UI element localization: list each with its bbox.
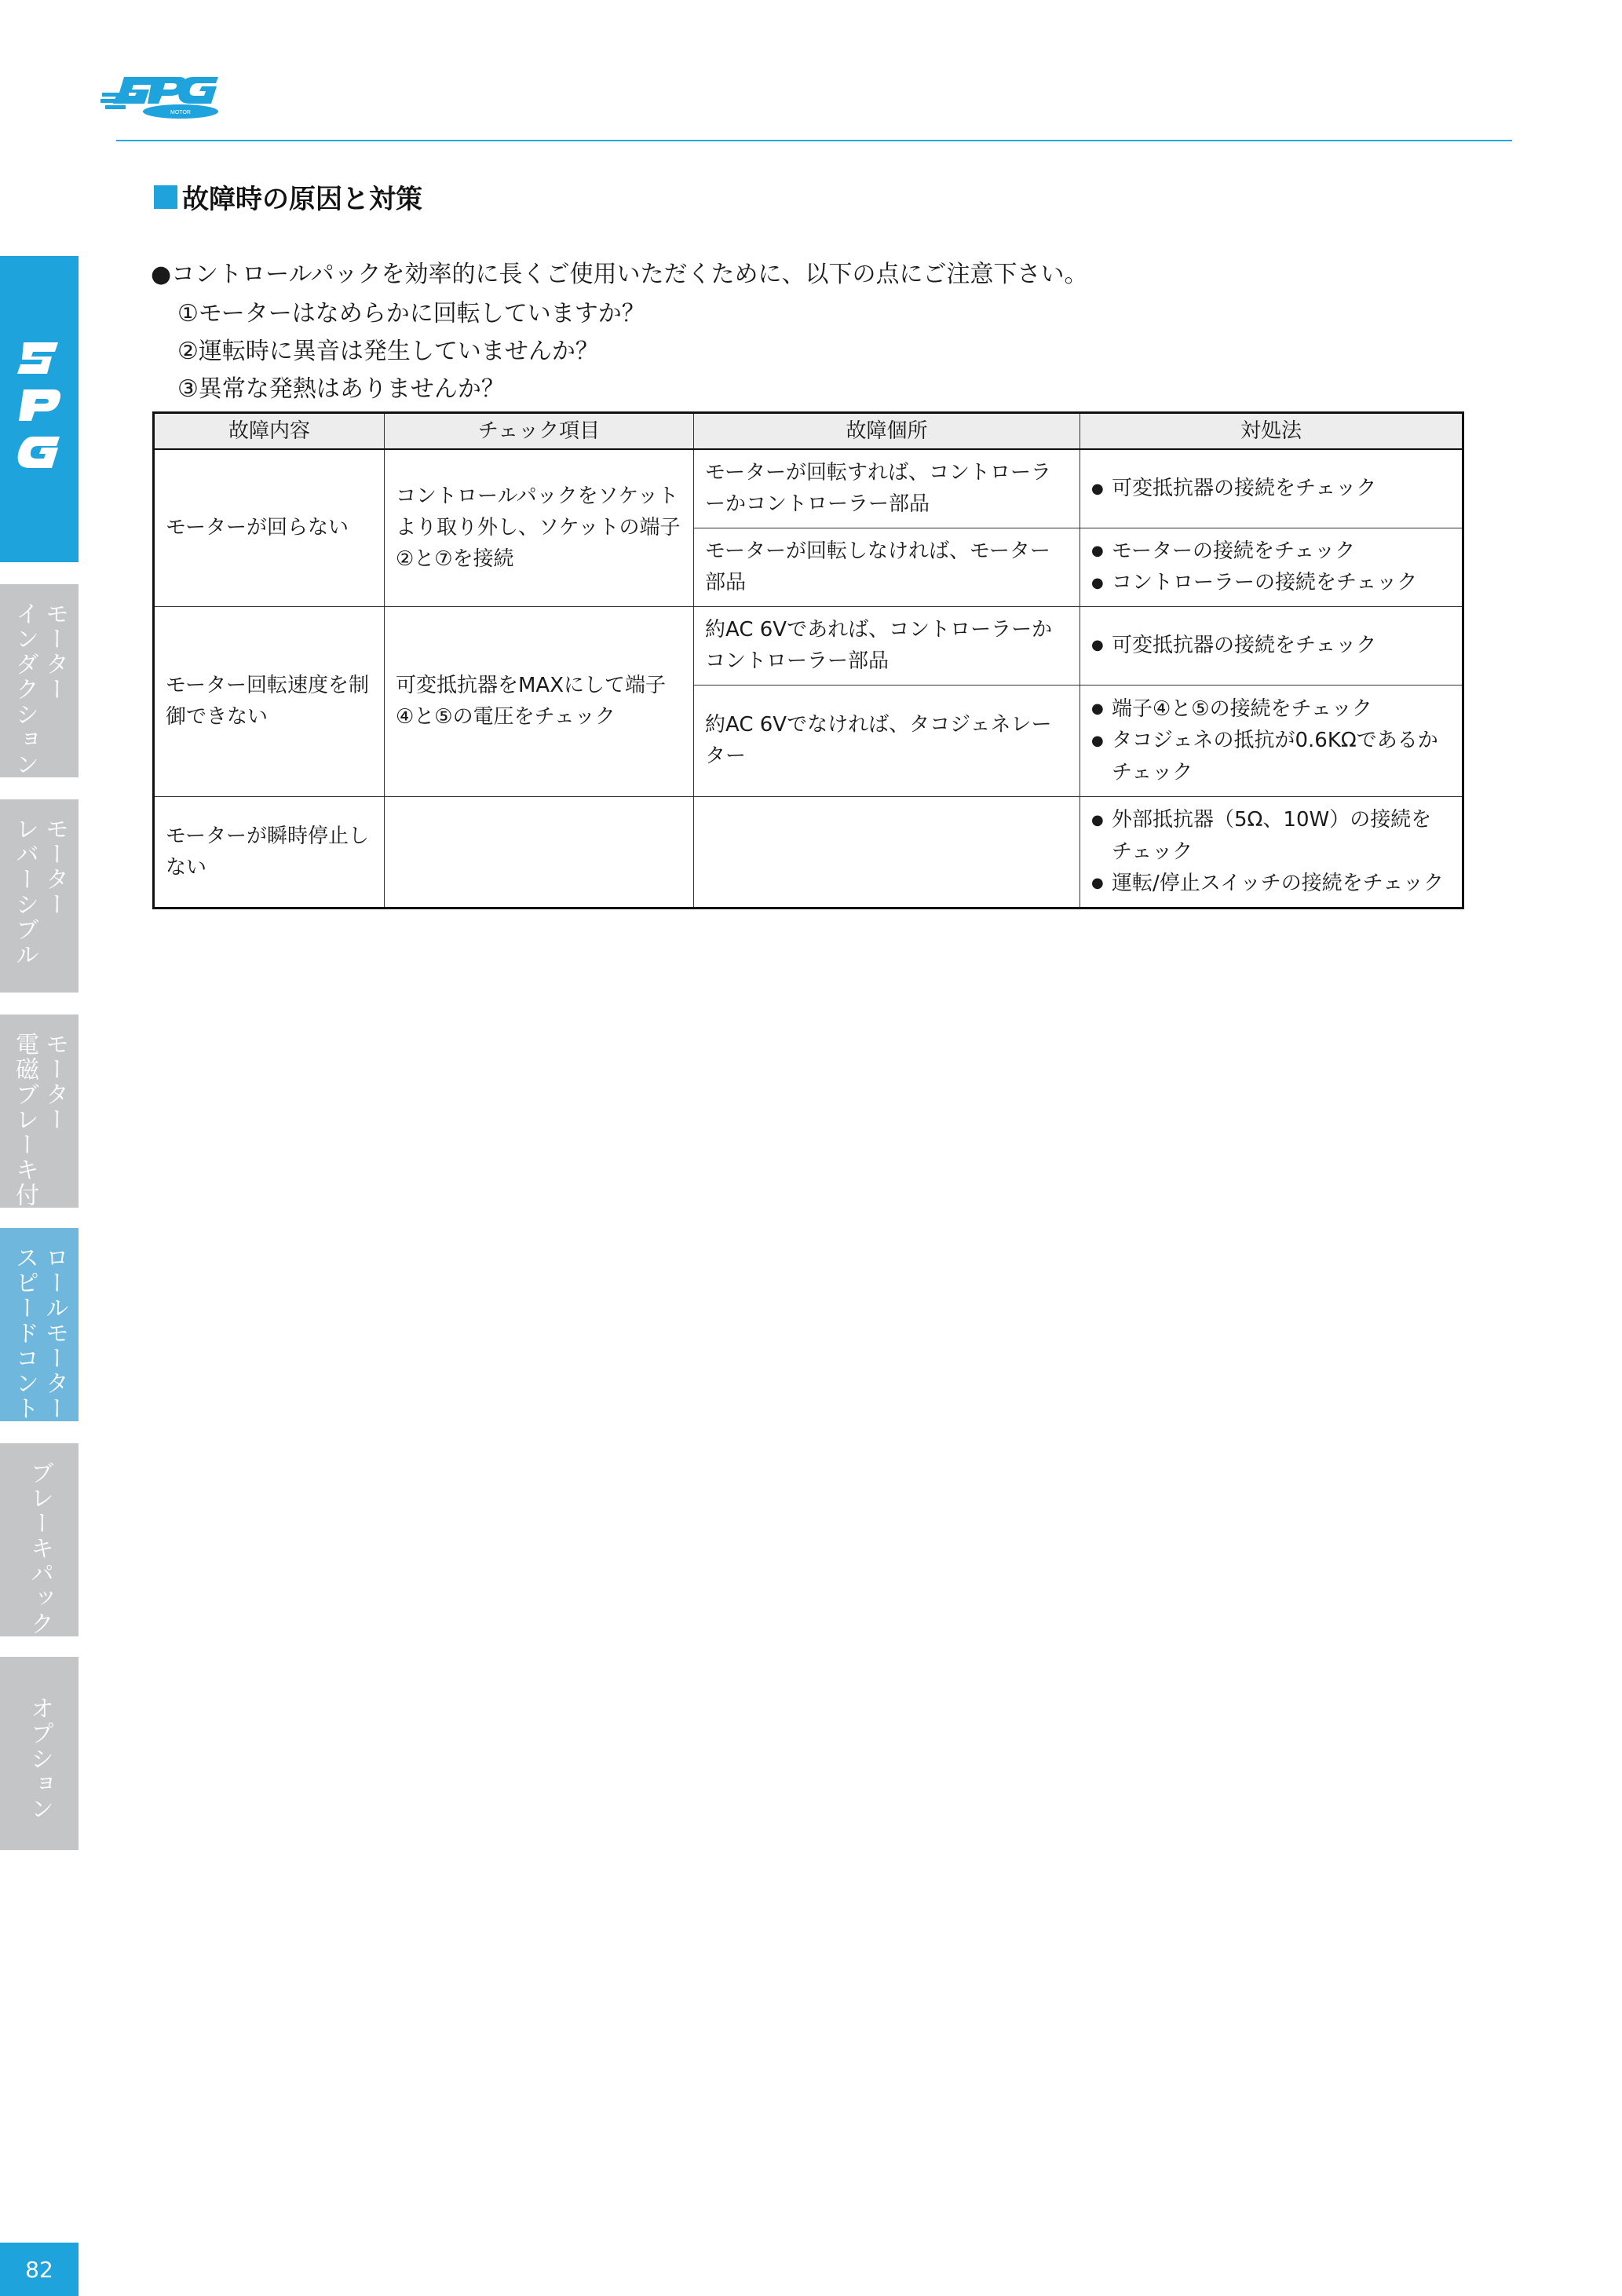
action-item: ● コントローラーの接続をチェック [1091,567,1451,599]
sidebar-tab-brake-pack[interactable] [0,1443,79,1636]
sidebar-tab-label: モーター [41,601,68,702]
check-cell: 可変抵抗器をMAXにして端子④と⑤の電圧をチェック [385,606,694,796]
bullet-icon: ● [151,261,172,288]
sidebar-tab-label: 電磁ブレーキ付 [11,1032,38,1208]
check-list [177,295,645,408]
svg-text:MOTOR: MOTOR [170,110,191,115]
intro-sentence: コントロールパックを効率的に長くご使用いただくために、以下の点にご注意下さい。 [171,261,1088,288]
check-cell: コントロールパックをソケットより取り外し、ソケットの端子②と⑦を接続 [385,449,694,606]
sidebar-tab-speed-control[interactable] [0,1228,79,1421]
action-item: ● 可変抵抗器の接続をチェック [1091,473,1451,505]
symptom-cell: モーターが回らない [154,449,385,606]
location-cell: モーターが回転すれば、コントローラーかコントローラー部品 [694,449,1080,528]
page-number: 82 [0,2243,79,2296]
action-cell [1080,685,1463,796]
location-cell: 約AC 6Vであれば、コントローラーかコントローラー部品 [694,606,1080,685]
spg-vertical-logo [17,342,61,476]
sidebar-tab-label: インダクション [11,601,38,777]
sidebar-tab-label: レバーシブル [11,817,38,967]
action-cell [1080,796,1463,908]
sidebar-tab-label: モーター [41,1032,68,1132]
intro-text [151,256,1088,294]
column-header: 対処法 [1080,413,1463,450]
location-cell: モーターが回転しなければ、モーター部品 [694,528,1080,606]
sidebar-tab-label: ロールモーター [41,1245,68,1421]
action-item: ● 運転/停止スイッチの接続をチェック [1091,868,1451,900]
check-cell [385,796,694,908]
title-square-icon [154,185,177,209]
table-row [154,606,1463,685]
page-title: 故障時の原因と対策 [182,184,422,215]
table-row [154,796,1463,908]
sidebar-tab-label: ブレーキパック [26,1461,53,1636]
action-cell [1080,449,1463,528]
check-item: ③異常な発熱はありませんか？ [177,375,505,403]
sidebar-tab-induction[interactable] [0,584,79,777]
table-header-row [154,413,1463,450]
sidebar-tab-reversible[interactable] [0,799,79,993]
location-cell [694,796,1080,908]
symptom-cell: モーターが瞬時停止しない [154,796,385,908]
troubleshooting-table [152,411,1464,909]
check-item: ①モーターはなめらかに回転していますか？ [177,300,645,327]
sidebar-tab-label: スピードコント [11,1245,38,1421]
action-item: ● 外部抵抗器（5Ω、10W）の接続をチェック [1091,804,1451,868]
sidebar-tab-options[interactable] [0,1657,79,1850]
action-item: ● 可変抵抗器の接続をチェック [1091,630,1451,662]
header-rule [116,140,1512,141]
symptom-cell: モーター回転速度を制御できない [154,606,385,796]
column-header: チェック項目 [385,413,694,450]
action-item: ● 端子④と⑤の接続をチェック [1091,693,1451,726]
spg-logo [100,72,225,121]
sidebar-tab-brake-motor[interactable] [0,1015,79,1208]
sidebar-tab-label: モーター [41,817,68,917]
action-cell [1080,606,1463,685]
location-cell: 約AC 6Vでなければ、タコジェネレーター [694,685,1080,796]
sidebar-tab-label: オプション [26,1696,53,1822]
column-header: 故障個所 [694,413,1080,450]
action-item: ● モーターの接続をチェック [1091,536,1451,568]
column-header: 故障内容 [154,413,385,450]
sidebar-spg-tab[interactable] [0,256,79,562]
action-cell [1080,528,1463,606]
section-title [154,177,422,216]
table-row [154,449,1463,528]
action-item: ● タコジェネの抵抗が0.6KΩであるかチェック [1091,725,1451,788]
check-item: ②運転時に異音は発生していませんか？ [177,338,599,365]
